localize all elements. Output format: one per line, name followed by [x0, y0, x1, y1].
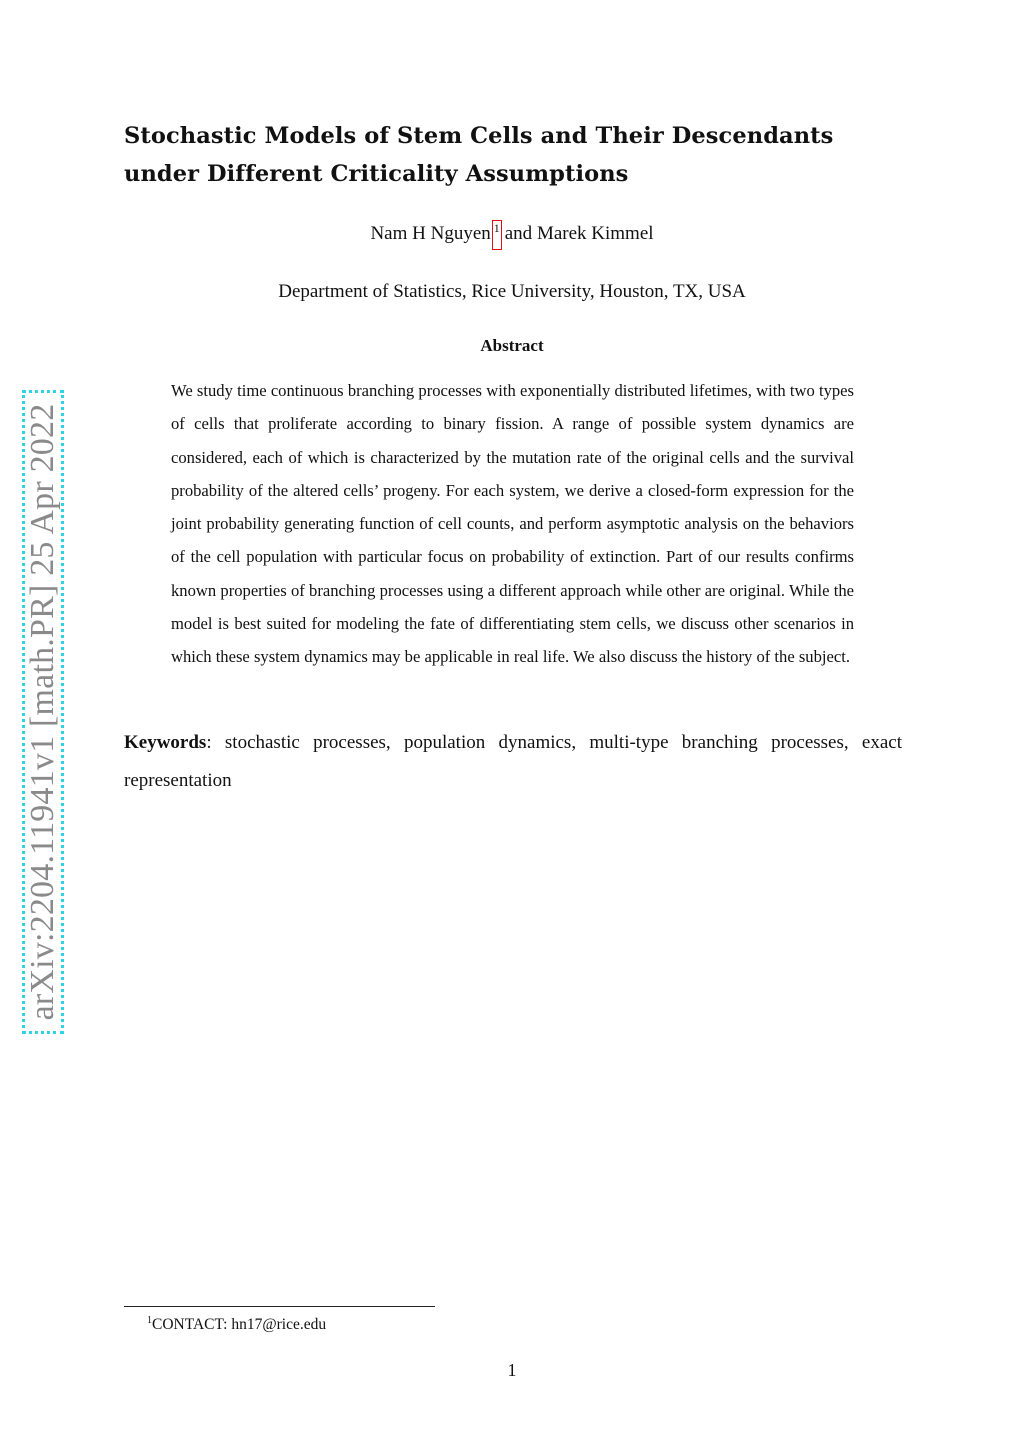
- keywords-label: Keywords: [124, 732, 207, 753]
- author-name: Marek Kimmel: [536, 223, 654, 244]
- author-name: Nam H Nguyen: [370, 223, 491, 244]
- footnote-link[interactable]: 1: [492, 220, 502, 250]
- footnote: [147, 1311, 326, 1335]
- paper-title: Stochastic Models of Stem Cells and Their Descendants under Different Criticality Assumptions: [124, 123, 834, 187]
- keywords-paragraph: [124, 724, 902, 799]
- footnote-marker: 1: [147, 1315, 152, 1326]
- abstract-heading: Abstract: [480, 336, 544, 355]
- keywords-list: : stochastic processes, population dynamics, multi-type branching processes, exact representation: [124, 732, 902, 791]
- footnote-divider: [124, 1306, 435, 1307]
- affiliation: Department of Statistics, Rice University, Houston, TX, USA: [278, 281, 746, 302]
- page-number: 1: [507, 1360, 517, 1380]
- author-connector: and: [504, 223, 533, 244]
- arxiv-identifier: arXiv:2204.11941v1 [math.PR] 25 Apr 2022: [24, 403, 61, 1021]
- abstract-text: We study time continuous branching processes with exponentially distributed lifetimes, with two types of cells that proliferate according to binary fission. A range of possible system dynamics are considered, each of which is characterized by the mutation rate of the original cells and the survival probability of the altered cells’ progeny. For each system, we derive a closed-form expression for the joint probability generating function of cell counts, and perform asymptotic analysis on the behaviors of the cell population with particular focus on probability of extinction. Part of our results confirms known properties of branching processes using a different approach while other are original. While the model is best suited for modeling the fate of differentiating stem cells, we discuss other scenarios in which these system dynamics may be applicable in real life. We also discuss the history of the subject.: [171, 381, 854, 667]
- author-line: [0, 220, 1024, 250]
- footnote-contact: CONTACT: hn17@rice.edu: [152, 1316, 327, 1333]
